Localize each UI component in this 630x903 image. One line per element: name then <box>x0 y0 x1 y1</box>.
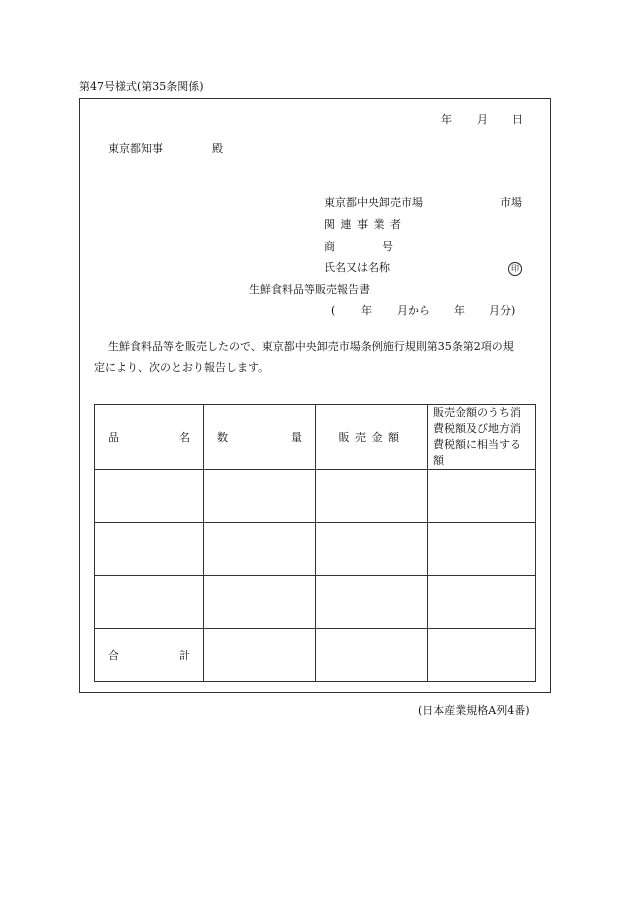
cell-quantity[interactable] <box>204 469 316 522</box>
table-row <box>95 575 536 628</box>
reporter-market-suffix: 市場 <box>500 196 522 209</box>
cell-quantity[interactable] <box>204 575 316 628</box>
table-row <box>95 522 536 575</box>
cell-item[interactable] <box>95 469 204 522</box>
header-sales-amount: 販売金額 <box>316 405 428 470</box>
trade-name-label-1: 商 <box>324 240 335 253</box>
trade-name-label-2: 号 <box>382 240 393 253</box>
cell-item[interactable] <box>95 575 204 628</box>
cell-sales[interactable] <box>316 522 428 575</box>
cell-item[interactable] <box>95 522 204 575</box>
report-table <box>94 404 536 682</box>
date-month: 月 <box>477 113 488 126</box>
period-year-1: 年 <box>361 304 372 317</box>
form-number-label: 第47号様式(第35条関係) <box>79 80 204 93</box>
period-month-end: 月分) <box>489 304 516 317</box>
header-quantity: 数 量 <box>204 405 316 470</box>
date-year: 年 <box>441 113 452 126</box>
period-year-2: 年 <box>454 304 465 317</box>
reporter-category: 関連事業者 <box>324 218 407 231</box>
table-header-row <box>95 405 536 470</box>
table-row <box>95 469 536 522</box>
table-total-row <box>95 628 536 681</box>
total-sales[interactable] <box>316 628 428 681</box>
cell-sales[interactable] <box>316 469 428 522</box>
cell-tax[interactable] <box>428 522 536 575</box>
addressee-name: 東京都知事 <box>108 142 163 155</box>
header-tax-amount: 販売金額のうち消 費税額及び地方消 費税額に相当する額 <box>428 405 536 470</box>
period-month-from: 月から <box>397 304 430 317</box>
seal-icon: 印 <box>508 262 522 276</box>
header-item: 品 名 <box>95 405 204 470</box>
reporter-market: 東京都中央卸売市場 <box>324 196 423 209</box>
name-label: 氏名又は名称 <box>324 261 390 274</box>
body-text-line-2: 定により、次のとおり報告します。 <box>94 361 270 374</box>
cell-tax[interactable] <box>428 469 536 522</box>
cell-tax[interactable] <box>428 575 536 628</box>
total-quantity[interactable] <box>204 628 316 681</box>
document-title: 生鮮食料品等販売報告書 <box>249 283 370 296</box>
total-tax[interactable] <box>428 628 536 681</box>
total-label: 合 計 <box>95 628 204 681</box>
cell-sales[interactable] <box>316 575 428 628</box>
cell-quantity[interactable] <box>204 522 316 575</box>
period-open: ( <box>331 304 336 317</box>
date-day: 日 <box>512 113 523 126</box>
footer-note: (日本産業規格A列4番) <box>418 704 530 717</box>
seal-mark <box>508 262 522 276</box>
body-text-line-1: 生鮮食料品等を販売したので、東京都中央卸売市場条例施行規則第35条第2項の規 <box>108 340 514 353</box>
addressee-honorific: 殿 <box>212 142 223 155</box>
